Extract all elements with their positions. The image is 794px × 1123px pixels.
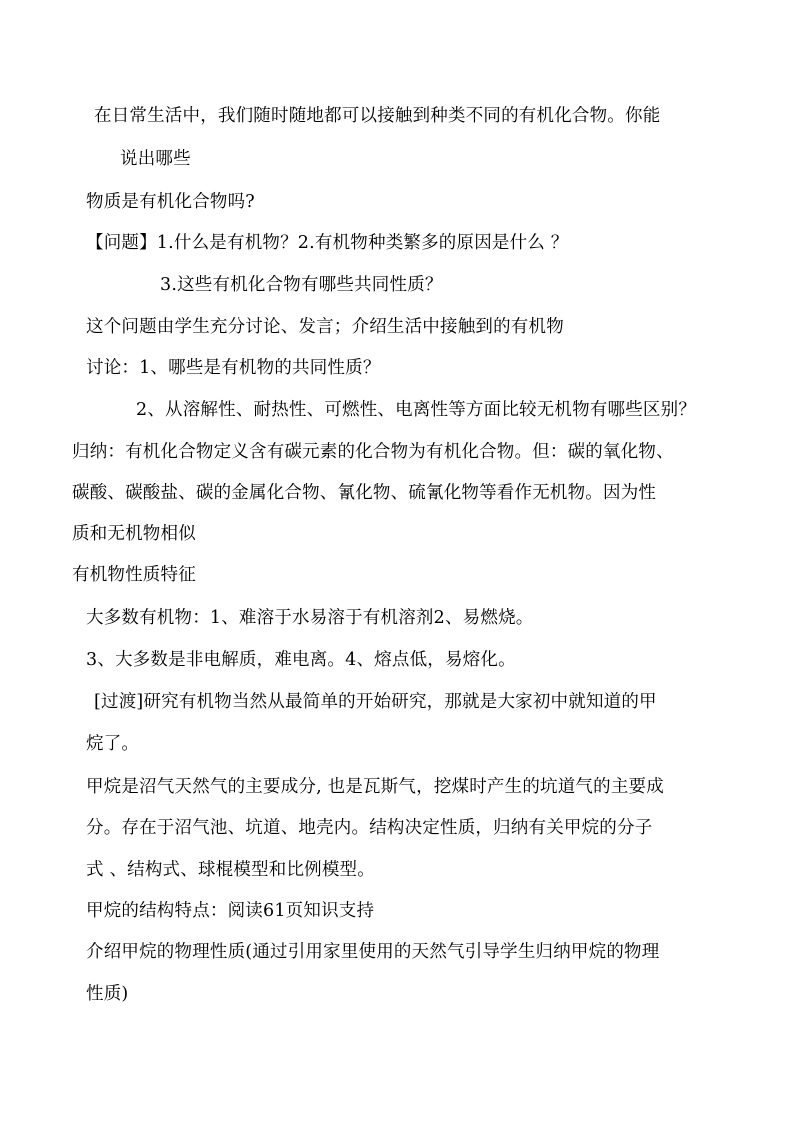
methane-structure: 甲烷的结构特点：阅读61页知识支持 [86, 901, 375, 921]
discussion-intro: 这个问题由学生充分讨论、发言；介绍生活中接触到的有机物 [86, 317, 564, 337]
property-item-2: 3、大多数是非电解质，难电离。4、熔点低，易熔化。 [86, 650, 516, 670]
summary-line-2: 碳酸、碳酸盐、碳的金属化合物、氰化物、硫氰化物等看作无机物。因为性 [72, 483, 657, 503]
summary-line-1: 归纳：有机化合物定义含有碳元素的化合物为有机化合物。但：碳的氧化物、 [72, 442, 674, 462]
methane-intro-line-1: 甲烷是沼气天然气的主要成分, 也是瓦斯气，挖煤时产生的坑道气的主要成 [86, 777, 664, 797]
methane-intro-line-2: 分。存在于沼气池、坑道、地壳内。结构决定性质，归纳有关甲烷的分子 [86, 818, 653, 838]
paragraph-intro-line-2: 说出哪些 [120, 149, 191, 169]
methane-physical-line-2: 性质) [86, 984, 129, 1004]
transition-line-2: 烷了。 [86, 734, 140, 754]
summary-line-3: 质和无机物相似 [72, 524, 196, 544]
section-heading-properties: 有机物性质特征 [72, 565, 196, 585]
paragraph-intro-line-1: 在日常生活中，我们随时随地都可以接触到种类不同的有机化合物。你能 [94, 106, 661, 126]
question-heading: 【问题】1.什么是有机物？2.有机物种类繁多的原因是什么 ？ [86, 233, 569, 253]
transition-line-1: [过渡]研究有机物当然从最简单的开始研究，那就是大家初中就知道的甲 [94, 692, 657, 712]
methane-intro-line-3: 式 、结构式、球棍模型和比例模型。 [86, 860, 375, 880]
discussion-item-2: 2、从溶解性、耐热性、可燃性、电离性等方面比较无机物有哪些区别？ [136, 400, 697, 420]
question-three: 3.这些有机化合物有哪些共同性质？ [160, 275, 443, 295]
discussion-item-1: 讨论：1、哪些是有机物的共同性质？ [86, 358, 381, 378]
property-item-1: 大多数有机物：1、难溶于水易溶于有机溶剂2、易燃烧。 [86, 608, 534, 628]
paragraph-intro-continued: 物质是有机化合物吗? [86, 192, 255, 212]
methane-physical-line-1: 介绍甲烷的物理性质(通过引用家里使用的天然气引导学生归纳甲烷的物理 [86, 942, 660, 962]
